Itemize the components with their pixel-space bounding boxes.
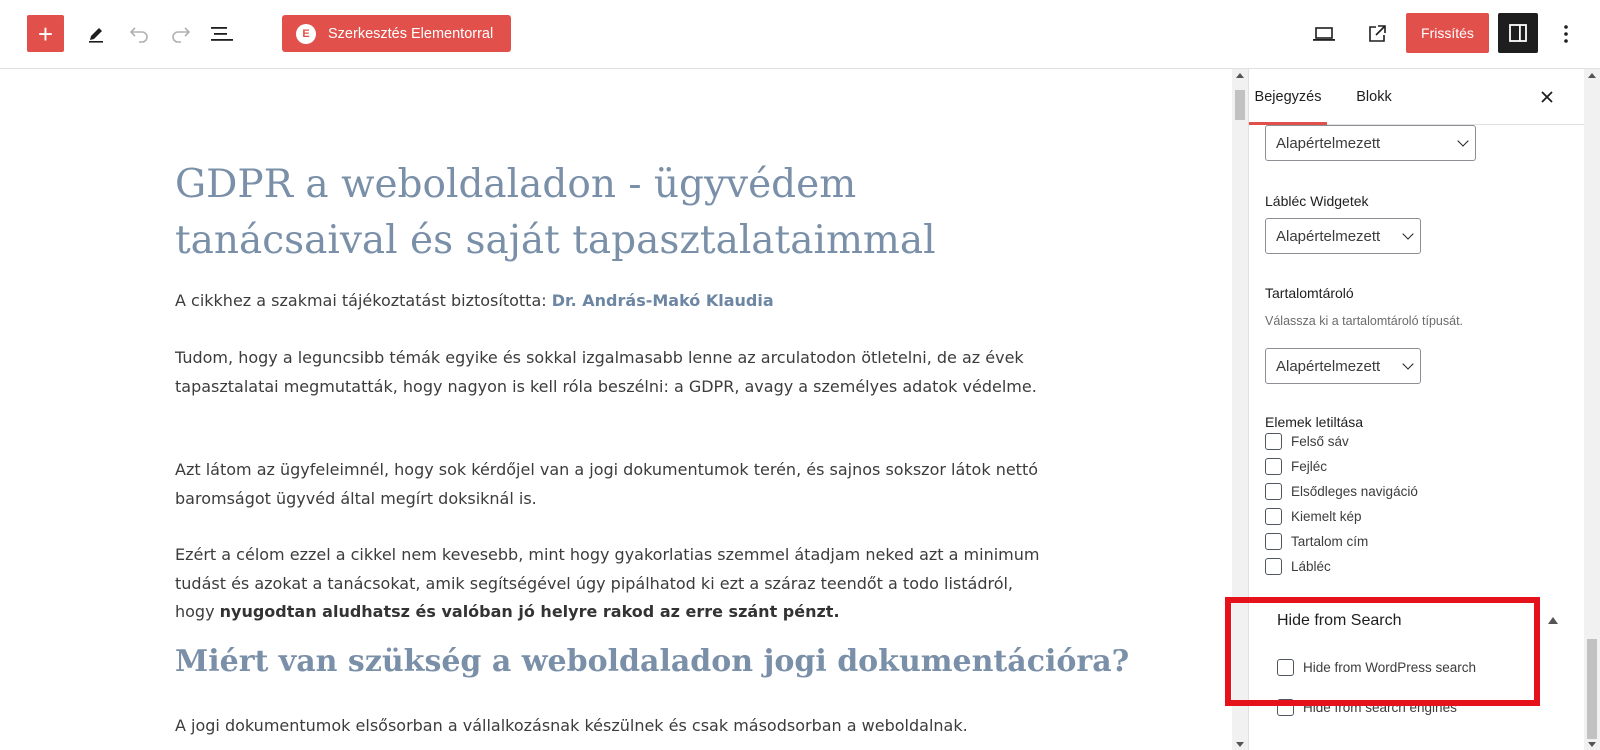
edit-with-elementor-button[interactable] [282,15,511,52]
elementor-logo-icon: E [296,24,316,44]
sidebar-icon [1508,23,1528,43]
author-link[interactable]: Dr. András-Makó Klaudia [551,291,774,310]
tab-post[interactable]: Bejegyzés [1249,69,1327,125]
hide-from-wp-search-checkbox[interactable]: Hide from WordPress search [1277,659,1476,676]
settings-sidebar [1248,69,1584,750]
redo-button[interactable] [165,18,197,50]
scrollbar-thumb[interactable] [1587,639,1597,739]
container-help-text: Válassza ki a tartalomtároló típusát. [1265,314,1464,328]
more-vertical-icon [1563,24,1569,44]
pen-icon [86,24,106,44]
collapse-panel-icon[interactable] [1548,617,1558,624]
tab-block[interactable]: Blokk [1356,89,1392,105]
disable-footer-checkbox[interactable]: Lábléc [1265,558,1331,575]
checkbox[interactable] [1277,659,1294,676]
redo-icon [170,25,192,43]
hide-from-search-panel-title[interactable]: Hide from Search [1277,612,1402,629]
external-link-icon [1367,24,1387,44]
tools-button[interactable] [80,18,112,50]
chevron-down-icon [1402,358,1413,369]
settings-sidebar-toggle[interactable] [1498,13,1538,53]
plus-icon: + [37,18,54,49]
checkbox[interactable] [1265,508,1282,525]
footer-widgets-label: Lábléc Widgetek [1265,193,1369,209]
undo-icon [128,25,150,43]
list-view-icon [210,25,234,43]
scroll-up-arrow-icon[interactable] [1588,73,1596,78]
scrollbar-thumb[interactable] [1235,90,1245,120]
disable-primary-nav-checkbox[interactable]: Elsődleges navigáció [1265,483,1418,500]
container-label: Tartalomtároló [1265,285,1354,301]
paragraph-block[interactable]: Azt látom az ügyfeleimnél, hogy sok kérdőjel van a jogi dokumentumok terén, és sajnos sokszor látok nettó baromságot ügyvéd által megírt doksiknál is. [175,460,1039,508]
checkbox[interactable] [1265,533,1282,550]
list-view-button[interactable] [206,18,238,50]
close-sidebar-button[interactable] [1534,84,1560,110]
checkbox[interactable] [1265,458,1282,475]
more-options-button[interactable] [1554,18,1578,50]
hide-from-search-engines-checkbox[interactable]: Hide from search engines [1277,699,1457,716]
editor-toolbar [0,0,1600,69]
laptop-icon [1312,25,1336,43]
disable-featured-image-checkbox[interactable]: Kiemelt kép [1265,508,1362,525]
disable-header-checkbox[interactable]: Fejléc [1265,458,1327,475]
paragraph-block[interactable]: A cikkhez a szakmai tájékoztatást biztosította: Dr. András-Makó Klaudia [175,291,774,310]
chevron-down-icon [1402,228,1413,239]
close-icon [1540,90,1554,104]
checkbox[interactable] [1265,558,1282,575]
checkbox[interactable] [1277,699,1294,716]
elementor-button-label: Szerkesztés Elementorral [328,25,494,42]
scroll-down-arrow-icon[interactable] [1236,742,1244,747]
paragraph-block[interactable]: Ezért a célom ezzel a cikkel nem kevesebb, mint hogy gyakorlatias szemmel átadjam neked azt a minimum tudást és azokat a tanácsokat, amik segítségével úgy pipálhatod ki ezt a száraz teendőt a todo listádról, hogy nyugodtan aludhatsz és valóban jó helyre rakod az erre szánt pénzt. [175,545,1040,621]
checkbox[interactable] [1265,433,1282,450]
disable-elements-label: Elemek letiltása [1265,414,1364,430]
disable-topbar-checkbox[interactable]: Felső sáv [1265,433,1349,450]
editor-canvas[interactable] [0,69,1232,750]
chevron-down-icon [1457,135,1468,146]
scroll-down-arrow-icon[interactable] [1588,742,1596,747]
paragraph-block[interactable]: Tudom, hogy a leguncsibb témák egyike és sokkal izgalmasabb lenne az arculatodon ötletelni, de az évek tapasztalatai megmutatták, hogy nagyon is kell róla beszélni: a GDPR, avagy a személyes adatok védelme. [175,348,1037,396]
heading-block[interactable]: Miért van szükség a weboldaladon jogi dokumentációra? [175,644,1130,679]
sidebar-scrollbar[interactable] [1584,69,1600,750]
layout-select[interactable]: Alapértelmezett [1265,125,1476,161]
undo-button[interactable] [123,18,155,50]
preview-device-button[interactable] [1308,18,1340,50]
checkbox[interactable] [1265,483,1282,500]
disable-content-title-checkbox[interactable]: Tartalom cím [1265,533,1368,550]
container-select[interactable]: Alapértelmezett [1265,348,1421,384]
update-button[interactable]: Frissítés [1406,13,1489,53]
add-block-button[interactable] [27,15,64,52]
sidebar-tabs [1249,69,1584,125]
post-title[interactable]: GDPR a weboldaladon - ügyvédem tanácsaival és saját tapasztalataimmal [175,162,936,263]
footer-widgets-select[interactable]: Alapértelmezett [1265,218,1421,254]
view-post-button[interactable] [1361,18,1393,50]
paragraph-block[interactable]: A jogi dokumentumok elsősorban a vállalkozásnak készülnek és csak másodsorban a weboldalnak. [175,716,968,735]
canvas-scrollbar[interactable] [1232,69,1248,750]
scroll-up-arrow-icon[interactable] [1236,73,1244,78]
